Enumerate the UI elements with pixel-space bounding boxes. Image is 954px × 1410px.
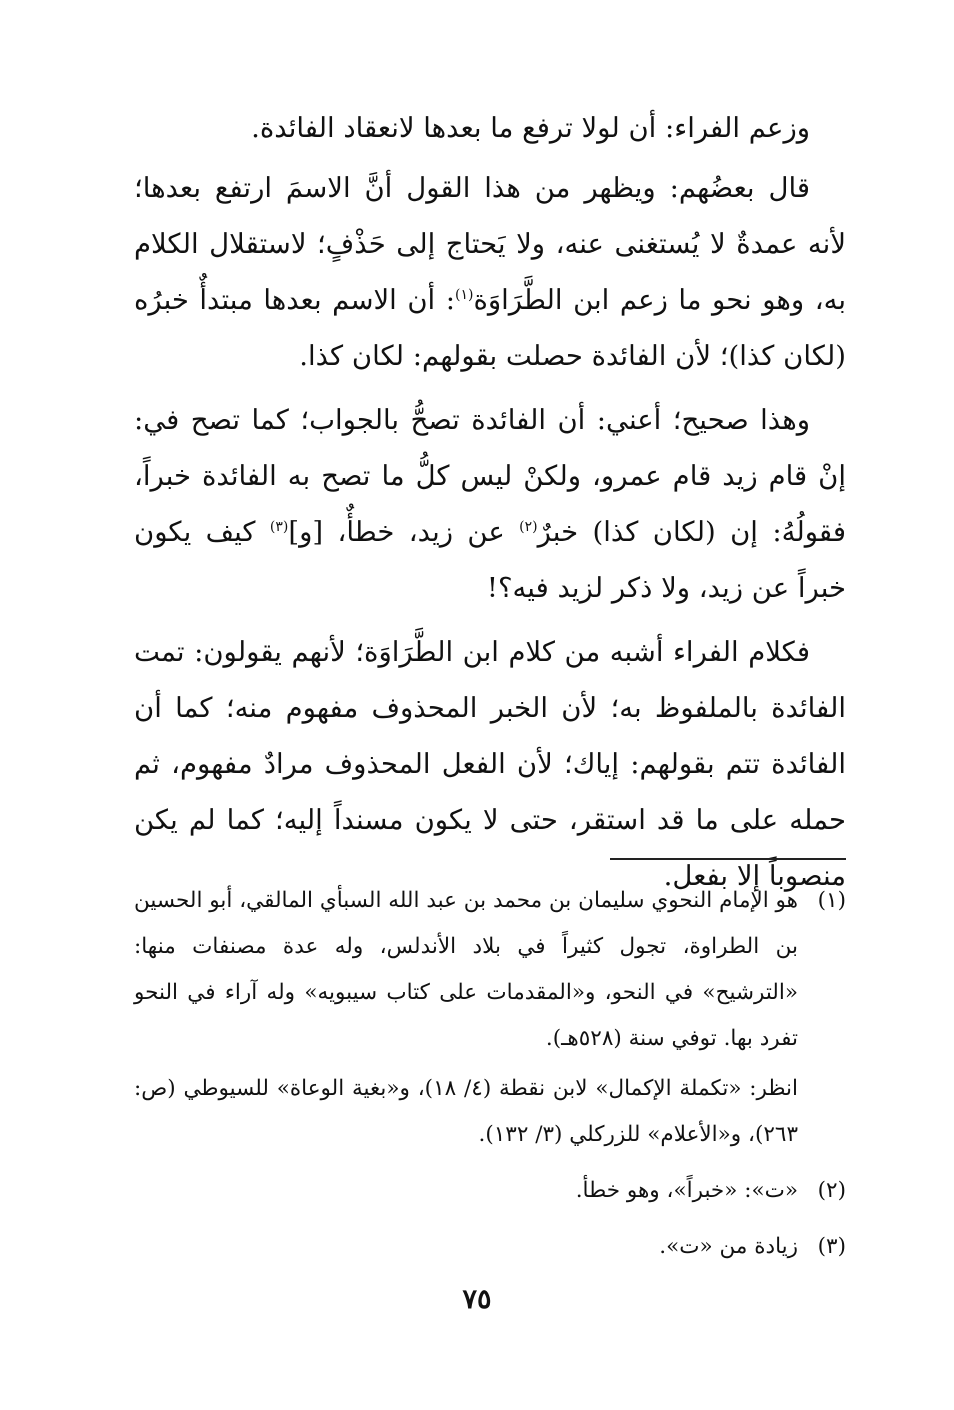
paragraph-2 <box>134 160 846 384</box>
footnote-paragraph: هو الإمام النحوي سليمان بن محمد بن عبد الله السبأي المالقي، أبو الحسين بن الطراوة، تجول كثيراً في بلاد الأندلس، وله عدة مصنفات منها: «الترشيح» في النحو، و«المقدمات على كتاب سيبويه» وله آراء في النحو تفرد بها. توفي سنة (٥٢٨هـ). <box>134 888 798 1051</box>
footnote-text <box>134 1224 798 1274</box>
footnotes <box>134 878 846 1280</box>
paragraph-text-cont: : أن الاسم بعدها مبتدأٌ خبرُه (لكان كذا)؛ لأن الفائدة حصلت بقولهم: لكان كذا. <box>134 284 846 372</box>
paragraph-3 <box>134 392 846 616</box>
footnote-2 <box>134 1168 846 1218</box>
footnote-paragraph: «ت»: «خبراً»، وهو خطأ. <box>575 1178 798 1203</box>
footnote-text <box>134 1168 798 1218</box>
footnote-1 <box>134 878 846 1162</box>
footnote-text <box>134 878 798 1162</box>
footnote-ref-3[interactable]: (٣) <box>269 518 289 535</box>
footnote-paragraph: انظر: «تكملة الإكمال» لابن نقطة (٤/ ١٨)، و«بغية الوعاة» للسيوطي (ص: ٢٦٣)، و«الأعلام» للزركلي (٣/ ١٣٢). <box>134 1076 798 1147</box>
footnote-ref-2[interactable]: (٢) <box>519 518 538 535</box>
paragraph-4 <box>134 624 846 904</box>
paragraph-text: وهذا صحيح؛ أعني: أن الفائدة تصحُّ بالجواب؛ كما تصح في: إنْ قام زيد قام عمرو، ولكنْ ليس كلُّ ما تصح به الفائدة خبراً، فقولُهُ: إن (لكان كذا) خبرٌ <box>134 404 846 548</box>
footnote-number: (٣) <box>817 1234 846 1259</box>
paragraph-1 <box>134 100 846 156</box>
footnote-ref-1[interactable]: (١) <box>455 286 474 303</box>
paragraph-text: قال بعضُهم: ويظهر من هذا القول أنَّ الاسمَ ارتفع بعدها؛ لأنه عمدةٌ لا يُستغنى عنه، ولا يَحتاج إلى حَذْفٍ؛ لاستقلال الكلام به، وهو نحو ما زعم ابن الطَّرَاوَة <box>134 172 846 316</box>
paragraph-text-cont: كيف يكون خبراً عن زيد، ولا ذكر لزيد فيه؟! <box>134 516 846 604</box>
footnote-divider <box>610 858 846 860</box>
page-number: ٧٥ <box>462 1284 492 1315</box>
main-text <box>134 100 846 912</box>
footnote-number: (٢) <box>817 1178 846 1203</box>
paragraph-text: فكلام الفراء أشبه من كلام ابن الطَّرَاوَة؛ لأنهم يقولون: تمت الفائدة بالملفوظ به؛ لأن الخبر المحذوف مفهوم منه؛ كما أن الفائدة تتم بقولهم: إياك؛ لأن الفعل المحذوف مرادٌ مفهوم، ثم حمله على ما قد استقر، حتى لا يكون مسنداً إليه؛ كما لم يكن منصوباً إلا بفعل. <box>134 636 846 892</box>
footnote-paragraph: زيادة من «ت». <box>659 1234 798 1259</box>
paragraph-text-cont: عن زيد، خطأٌ، [و] <box>288 516 520 548</box>
footnote-number: (١) <box>817 888 846 913</box>
paragraph-text: وزعم الفراء: أن لولا ترفع ما بعدها لانعقاد الفائدة. <box>251 112 810 144</box>
footnote-3 <box>134 1224 846 1274</box>
